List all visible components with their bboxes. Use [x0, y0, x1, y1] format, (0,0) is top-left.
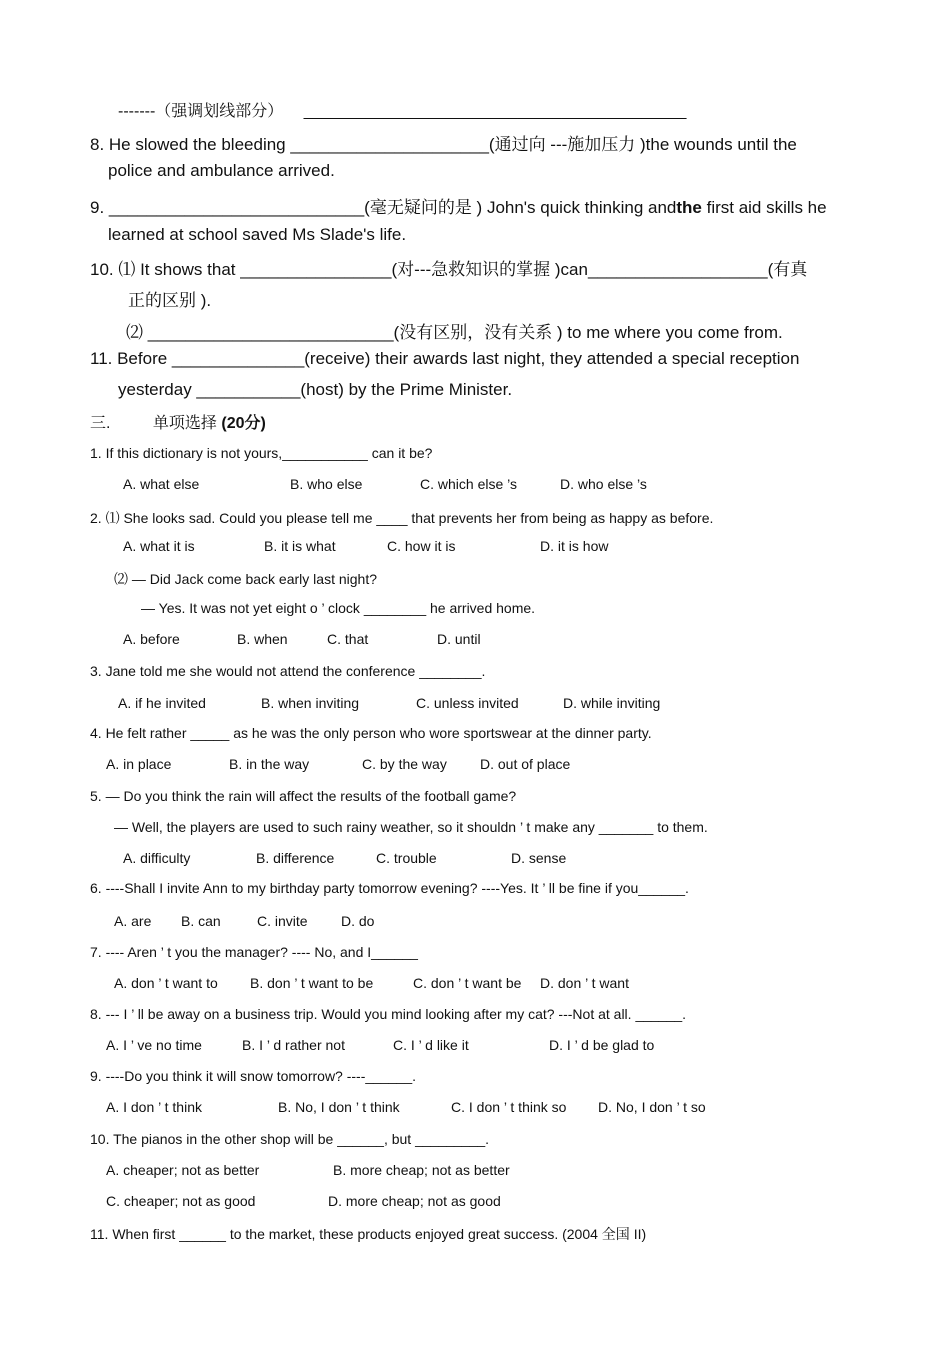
emphasis-instruction [118, 98, 686, 121]
mc-question-8: 8. --- I ’ ll be away on a business trip. Would you mind looking after my cat? ---Not at all. ______. [90, 1006, 687, 1022]
mc-options-8 [0, 1037, 950, 1057]
option-a: A. cheaper; not as better [106, 1162, 260, 1178]
option-d: D. I ’ d be glad to [549, 1037, 655, 1053]
question-10-line2: 正的区别 ). [128, 291, 212, 310]
mc-options-9 [0, 1099, 950, 1119]
option-a: A. difficulty [123, 850, 191, 866]
option-c: C. by the way [362, 756, 447, 772]
option-d: D. it is how [540, 538, 609, 554]
option-a: A. if he invited [118, 695, 206, 711]
mc-options-4 [0, 756, 950, 776]
section-title: 单项选择 [152, 415, 217, 432]
mc-options-10-row2 [0, 1193, 950, 1213]
option-d: D. while inviting [563, 695, 661, 711]
question-9-line1 [90, 193, 827, 218]
mc-options-6 [0, 913, 950, 933]
option-b: B. No, I don ’ t think [278, 1099, 400, 1115]
mc-question-10: 10. The pianos in the other shop will be ______, but _________. [90, 1131, 490, 1147]
option-c: C. which else ’s [420, 476, 518, 492]
mc-question-4: 4. He felt rather _____ as he was the only person who wore sportswear at the dinner party. [90, 725, 652, 741]
option-c: C. that [327, 631, 369, 647]
mc-options-5 [0, 850, 950, 870]
option-b: B. I ’ d rather not [242, 1037, 345, 1053]
mc-options-2-part1 [0, 538, 950, 558]
option-d: D. who else ’s [560, 476, 647, 492]
mc-question-2-part2-line2: — Yes. It was not yet eight o ’ clock ________ he arrived home. [141, 600, 536, 616]
option-b: B. in the way [229, 756, 310, 772]
mc-options-7 [0, 975, 950, 995]
mc-question-5-line2: — Well, the players are used to such rainy weather, so it shouldn ’ t make any _______ to them. [114, 819, 708, 835]
option-c: C. trouble [376, 850, 437, 866]
option-a: A. I ’ ve no time [106, 1037, 202, 1053]
option-a: A. in place [106, 756, 172, 772]
option-b: B. difference [256, 850, 335, 866]
option-c: C. invite [257, 913, 308, 929]
option-d: D. do [341, 913, 375, 929]
option-b: B. can [181, 913, 221, 929]
question-9-text: 9. ___________________________(毫无疑问的是 ) John's quick thinking and [90, 198, 677, 217]
question-11-line2: yesterday ___________(host) by the Prime Minister. [118, 380, 513, 399]
question-9-text-tail: first aid skills he [701, 198, 827, 217]
section-score-unit: 分) [244, 415, 266, 432]
option-a: A. what it is [123, 538, 195, 554]
option-c: C. how it is [387, 538, 456, 554]
mc-question-3: 3. Jane told me she would not attend the conference ________. [90, 663, 486, 679]
mc-question-2-part2-line1: ⑵ — Did Jack come back early last night? [114, 571, 377, 587]
mc-options-3 [0, 695, 950, 715]
option-a: A. don ’ t want to [114, 975, 218, 991]
option-d: D. sense [511, 850, 567, 866]
option-d: D. until [437, 631, 481, 647]
option-c: C. I ’ d like it [393, 1037, 469, 1053]
mc-question-6: 6. ----Shall I invite Ann to my birthday party tomorrow evening? ----Yes. It ’ ll be fine if you______. [90, 880, 689, 896]
answer-blank: ___________________________________________ [303, 103, 687, 120]
question-9-bold-word: the [676, 198, 702, 217]
option-b: B. when inviting [261, 695, 360, 711]
option-a: A. I don ’ t think [106, 1099, 202, 1115]
question-9-line2: learned at school saved Ms Slade's life. [108, 225, 407, 244]
mc-options-2-part2 [0, 631, 950, 651]
option-d: D. out of place [480, 756, 571, 772]
question-10-part2: ⑵ __________________________(没有区别，没有关系 ) to me where you come from. [126, 323, 783, 342]
option-b: B. more cheap; not as better [333, 1162, 510, 1178]
mc-question-9: 9. ----Do you think it will snow tomorrow? ----______. [90, 1068, 416, 1084]
question-11-line1: 11. Before ______________(receive) their awards last night, they attended a special reception [90, 349, 800, 368]
mc-question-7: 7. ---- Aren ’ t you the manager? ---- No, and I______ [90, 944, 418, 960]
option-a: A. before [123, 631, 180, 647]
mc-question-2-part1: 2. ⑴ She looks sad. Could you please tell me ____ that prevents her from being as happy as before. [90, 510, 714, 526]
option-d: D. don ’ t want [540, 975, 629, 991]
option-d: D. more cheap; not as good [328, 1193, 501, 1209]
question-8-line2: police and ambulance arrived. [108, 161, 335, 180]
option-b: B. who else [290, 476, 363, 492]
option-d: D. No, I don ’ t so [598, 1099, 706, 1115]
section-heading [90, 410, 266, 433]
option-b: B. it is what [264, 538, 336, 554]
section-score: (20 [221, 415, 245, 432]
option-c: C. cheaper; not as good [106, 1193, 256, 1209]
option-c: C. unless invited [416, 695, 519, 711]
option-c: C. don ’ t want be [413, 975, 522, 991]
section-number: 三. [90, 415, 111, 432]
mc-question-5-line1: 5. — Do you think the rain will affect the results of the football game? [90, 788, 517, 804]
option-c: C. I don ’ t think so [451, 1099, 567, 1115]
question-8-line1: 8. He slowed the bleeding _____________________(通过向 ---施加压力 )the wounds until the [90, 135, 797, 154]
option-a: A. are [114, 913, 152, 929]
question-10-line1: 10. ⑴ It shows that ________________(对---急救知识的掌握 )can___________________(有真 [90, 260, 808, 279]
mc-options-10-row1 [0, 1162, 950, 1182]
option-b: B. when [237, 631, 288, 647]
option-b: B. don ’ t want to be [250, 975, 374, 991]
option-a: A. what else [123, 476, 200, 492]
mc-options-1 [0, 476, 950, 496]
mc-question-11: 11. When first ______ to the market, these products enjoyed great success. (2004 全国 II) [90, 1226, 647, 1242]
emphasis-label: -------（强调划线部分） [118, 103, 284, 120]
mc-question-1: 1. If this dictionary is not yours,___________ can it be? [90, 445, 433, 461]
